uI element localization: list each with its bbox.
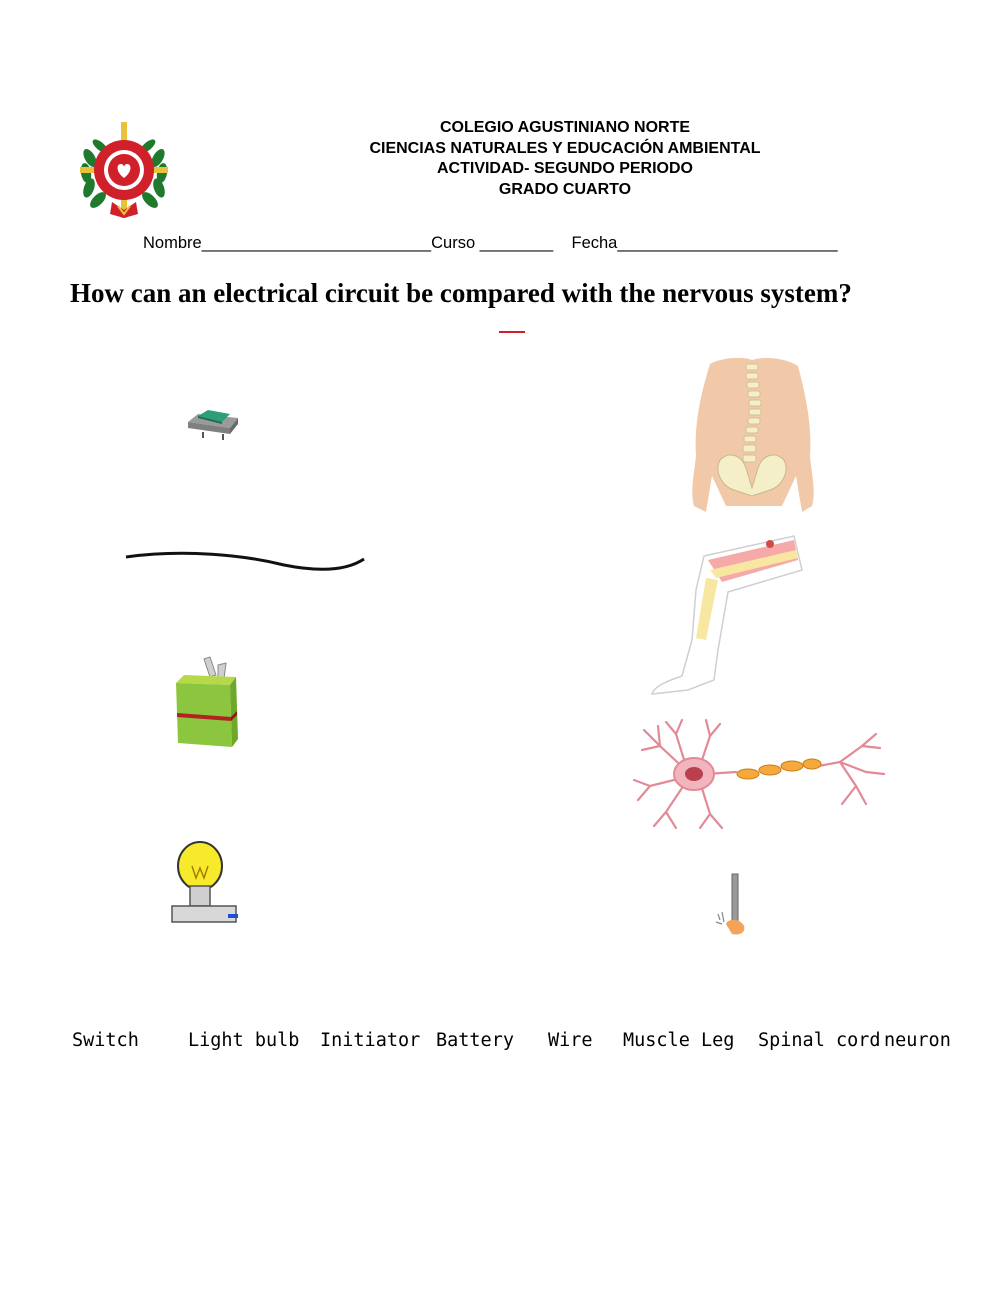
nombre-blank[interactable]: _________________________ xyxy=(201,234,432,252)
word-bank-wire[interactable]: Wire xyxy=(548,1030,593,1051)
school-crest-icon xyxy=(72,118,176,222)
curso-label: Curso xyxy=(431,234,476,252)
word-bank-spinal-cord[interactable]: Spinal cord xyxy=(758,1030,881,1051)
word-bank-initiator[interactable]: Initiator xyxy=(320,1030,421,1051)
word-bank-neuron[interactable]: neuron xyxy=(884,1030,951,1051)
switch-image[interactable] xyxy=(184,404,244,440)
activity-name: ACTIVIDAD- SEGUNDO PERIODO xyxy=(436,160,693,177)
fecha-blank[interactable]: ________________________ xyxy=(617,234,838,252)
finger-initiator-image[interactable] xyxy=(712,872,748,942)
neuron-icon xyxy=(630,716,886,832)
worksheet-header xyxy=(300,118,830,200)
leg-muscle-image[interactable] xyxy=(648,530,806,698)
wire-image[interactable] xyxy=(124,545,366,577)
light-bulb-image[interactable] xyxy=(168,838,242,928)
battery-icon xyxy=(170,655,244,751)
school-logo xyxy=(72,118,176,222)
spine-icon xyxy=(686,356,818,516)
finger-touch-icon xyxy=(712,872,748,942)
wire-icon xyxy=(124,545,366,577)
word-bank-light-bulb[interactable]: Light bulb xyxy=(188,1030,300,1051)
word-bank-battery[interactable]: Battery xyxy=(436,1030,514,1051)
light-bulb-icon xyxy=(168,838,242,928)
fecha-label: Fecha xyxy=(571,234,618,252)
small-red-dash xyxy=(499,331,525,333)
word-bank-switch[interactable]: Switch xyxy=(72,1030,139,1051)
subject-name: CIENCIAS NATURALES Y EDUCACIÓN AMBIENTAL xyxy=(369,139,761,157)
spine-image[interactable] xyxy=(686,356,818,516)
neuron-image[interactable] xyxy=(630,716,886,832)
page-title: How can an electrical circuit be compared with the nervous system? xyxy=(70,278,852,308)
curso-blank[interactable]: ________ xyxy=(479,234,554,252)
battery-image[interactable] xyxy=(170,655,244,751)
student-info-fields xyxy=(143,234,838,253)
word-bank-muscle-leg[interactable]: Muscle Leg xyxy=(623,1030,735,1051)
school-name: COLEGIO AGUSTINIANO NORTE xyxy=(439,119,691,136)
switch-icon xyxy=(184,404,244,440)
nombre-label: Nombre xyxy=(143,234,202,252)
leg-muscle-icon xyxy=(648,530,806,698)
grade-name: GRADO CUARTO xyxy=(498,180,632,198)
